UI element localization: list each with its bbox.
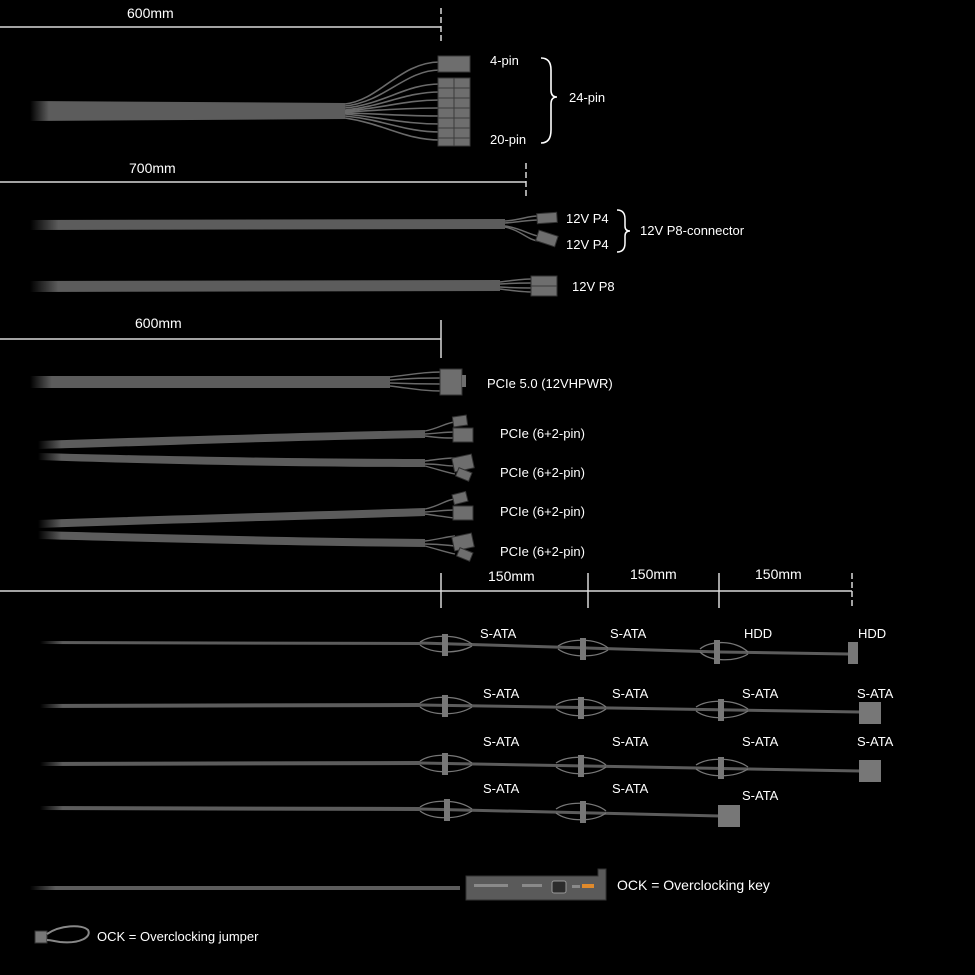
ock-key-label: OCK = Overclocking key <box>617 877 770 893</box>
12vhpwr-connector <box>440 369 462 395</box>
sata-label: S-ATA <box>857 734 894 749</box>
sata-label: S-ATA <box>857 686 894 701</box>
cpu-brace <box>617 210 630 252</box>
pcie-connector-4-6pin <box>452 533 474 551</box>
dimension-sata-3: 150mm <box>755 566 802 582</box>
sata-plug <box>859 760 881 782</box>
ock-jumper <box>35 926 89 943</box>
hdd-label: HDD <box>744 626 773 641</box>
ruler-pcie <box>0 320 441 358</box>
pcie-12vhpwr-label: PCIe 5.0 (12VHPWR) <box>487 376 613 391</box>
pcie-label-2: PCIe (6+2-pin) <box>500 465 585 480</box>
atx-brace <box>541 58 557 143</box>
cpu-p8-cable <box>30 276 557 296</box>
p4-label-b: 12V P4 <box>566 237 609 252</box>
sata-label: S-ATA <box>480 626 517 641</box>
atx-24pin-label: 24-pin <box>569 90 606 105</box>
pcie-connector-3-6pin <box>453 506 473 520</box>
sata-cable-4 <box>40 799 740 827</box>
dimension-cpu: 700mm <box>129 160 176 176</box>
pcie-connector-4-2pin <box>457 548 473 562</box>
dimension-sata-2: 150mm <box>630 566 677 582</box>
pcie-connector-1-2pin <box>452 415 467 427</box>
sata-label: S-ATA <box>612 781 649 796</box>
atx-24pin-cable <box>30 53 557 146</box>
hdd-label: HDD <box>858 626 887 641</box>
p4-connector-b <box>536 230 558 247</box>
p4-connector-a <box>537 212 558 223</box>
sata-plug <box>580 638 586 660</box>
sata-label: S-ATA <box>483 734 520 749</box>
pcie-6plus2-cable-a <box>38 415 474 481</box>
sata-plug <box>859 702 881 724</box>
sata-plug <box>444 799 450 821</box>
sata-label: S-ATA <box>483 781 520 796</box>
dimension-pcie: 600mm <box>135 315 182 331</box>
ruler-cpu <box>0 160 526 199</box>
atx-20pin-label: 20-pin <box>490 132 527 147</box>
pcie-12vhpwr-cable <box>30 369 466 395</box>
sata-plug <box>442 753 448 775</box>
sata-plug <box>442 634 448 656</box>
ock-accent <box>582 884 594 888</box>
sata-plug <box>718 699 724 721</box>
pcie-label-3: PCIe (6+2-pin) <box>500 504 585 519</box>
ock-key-cable <box>30 869 606 900</box>
pcie-connector-3-2pin <box>452 491 468 504</box>
p8-label: 12V P8 <box>572 279 615 294</box>
sata-plug <box>718 805 740 827</box>
ruler-mb <box>0 5 441 44</box>
ruler-sata <box>0 573 852 608</box>
sata-plug <box>580 801 586 823</box>
ock-switch <box>552 881 566 893</box>
molex-plug <box>714 640 720 664</box>
sata-plug <box>578 697 584 719</box>
pcie-6plus2-cable-b <box>38 491 474 561</box>
sata-plug <box>442 695 448 717</box>
atx-4pin-connector <box>438 56 470 72</box>
pcie-label-4: PCIe (6+2-pin) <box>500 544 585 559</box>
sata-label: S-ATA <box>483 686 520 701</box>
atx-4pin-label: 4-pin <box>490 53 519 68</box>
sata-cable-1 <box>40 634 858 664</box>
p4-label-a: 12V P4 <box>566 211 609 226</box>
sata-plug <box>578 755 584 777</box>
sata-label: S-ATA <box>612 686 649 701</box>
dimension-mb: 600mm <box>127 5 174 21</box>
sata-label: S-ATA <box>742 734 779 749</box>
sata-label: S-ATA <box>610 626 647 641</box>
pcie-connector-1-6pin <box>453 428 473 442</box>
pcie-connector-2-2pin <box>456 468 472 482</box>
molex-plug <box>848 642 858 664</box>
sata-cable-3 <box>40 753 881 782</box>
sata-label: S-ATA <box>742 686 779 701</box>
pcie-label-1: PCIe (6+2-pin) <box>500 426 585 441</box>
dimension-sata-1: 150mm <box>488 568 535 584</box>
p8-connector-label: 12V P8-connector <box>640 223 745 238</box>
sata-label: S-ATA <box>742 788 779 803</box>
sata-label: S-ATA <box>612 734 649 749</box>
sata-plug <box>718 757 724 779</box>
cpu-p4-cable <box>30 210 630 252</box>
ock-jumper-label: OCK = Overclocking jumper <box>97 929 259 944</box>
